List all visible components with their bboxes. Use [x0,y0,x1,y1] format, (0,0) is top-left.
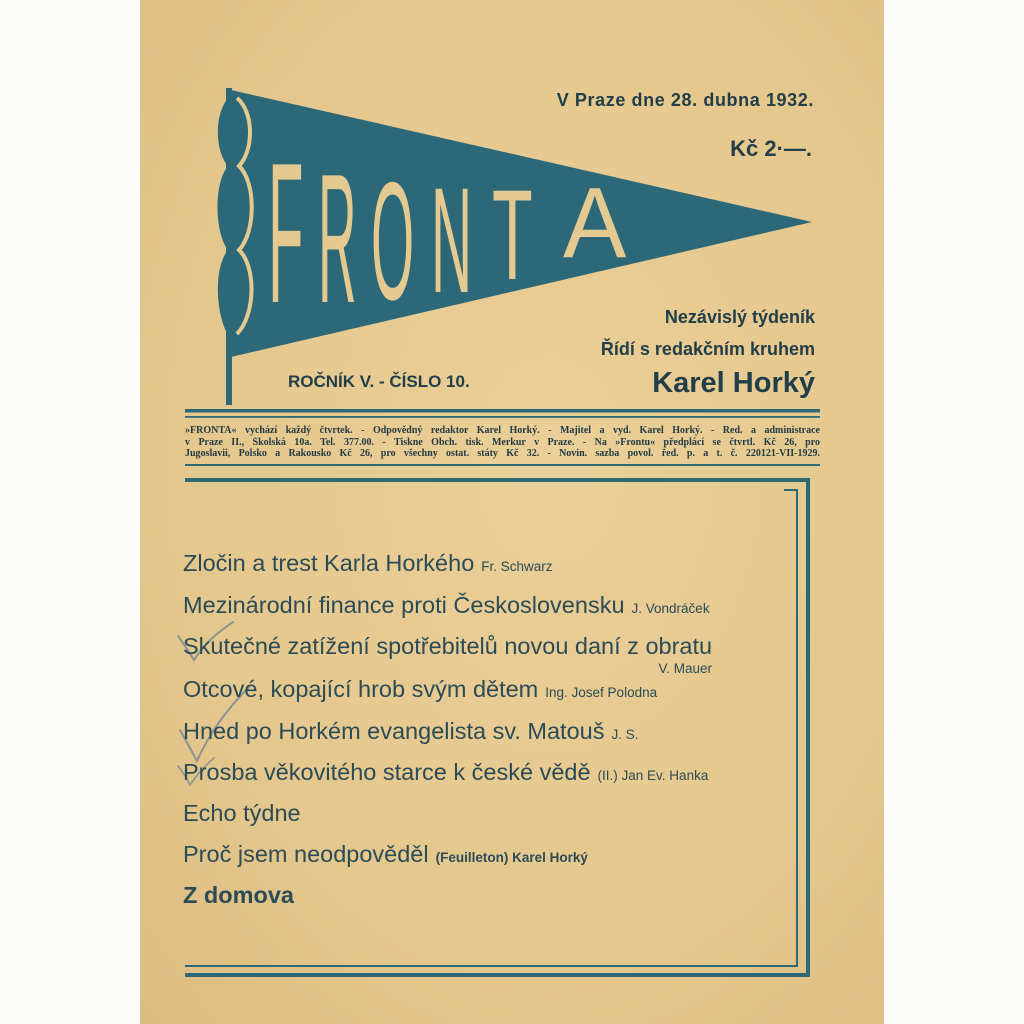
contents-item [183,675,657,707]
article-title: Zločin a trest Karla Horkého [183,550,475,576]
masthead-letter: R [318,134,357,342]
article-author: Ing. Josef Polodna [545,685,658,700]
masthead-letter: O [371,147,415,336]
article-title: Otcové, kopající hrob svým dětem [183,676,539,702]
editor-name: Karel Horký [652,367,815,399]
article-author: V. Mauer [658,661,712,676]
imprint-block [185,425,820,460]
article-title: Mezinárodní finance proti Československu [183,592,625,618]
contents-item [183,591,710,623]
contents-frame-top [185,478,810,482]
article-author: J. Vondráček [631,601,710,616]
article-title: Prosba věkovitého starce k české vědě [183,759,591,785]
contents-item [183,799,301,827]
article-author: J. S. [611,727,639,742]
masthead-letter: N [431,157,473,326]
contents-frame-right-outer [806,478,810,977]
tagline-weekly: Nezávislý týdeník [664,307,815,327]
pennant-curl [218,95,232,340]
imprint-line: »FRONTA« vychází každý čtvrtek. - Odpovědný redaktor Karel Horký. - Majitel a vyd. Karel Horký. - Red. a administrace [185,425,820,436]
contents-item [183,632,712,660]
double-rule-thin [185,416,820,418]
article-author: (II.) Jan Ev. Hanka [597,768,709,783]
masthead-letter: F [268,122,304,346]
article-title: Proč jsem neodpověděl [183,841,429,867]
volume-issue-number: ROČNÍK V. - ČÍSLO 10. [288,372,470,391]
issue-date: V Praze dne 28. dubna 1932. [556,90,814,110]
masthead-letter: A [563,166,627,279]
article-author: Fr. Schwarz [481,559,553,574]
rule-below-imprint [185,464,820,466]
tagline-editorial: Řídí s redakčním kruhem [600,339,815,359]
contents-frame-inner-corner [784,489,798,491]
contents-frame-bottom-inner [185,965,798,967]
article-title: Z domova [183,882,294,908]
issue-price: Kč 2·—. [730,136,812,161]
contents-item [183,840,588,872]
article-title: Echo týdne [183,800,301,826]
article-title: Skutečné zatížení spotřebitelů novou daní z obratu [183,633,713,659]
contents-item [183,758,708,790]
contents-frame-bottom-outer [185,973,810,977]
contents-item [183,881,294,909]
masthead-letter: T [492,163,533,307]
imprint-line: Jugoslavii, Polsko a Rakousko Kč 26, pro všechny ostat. státy Kč 32. - Novin. sazba povol. řed. p. a t. č. 220121-VII-1929. [185,448,820,459]
contents-item [183,549,553,581]
imprint-line: v Praze II., Školská 10a. Tel. 377.00. - Tiskne Obch. tisk. Merkur v Praze. - Na »Frontu« předplácí se čtvrtl. Kč 26, pro [185,436,820,448]
contents-frame-right-inner [796,489,798,967]
double-rule-thick [185,409,820,413]
article-title: Hned po Horkém evangelista sv. Matouš [183,718,605,744]
article-author: (Feuilleton) Karel Horký [435,850,588,865]
contents-item [183,717,638,749]
